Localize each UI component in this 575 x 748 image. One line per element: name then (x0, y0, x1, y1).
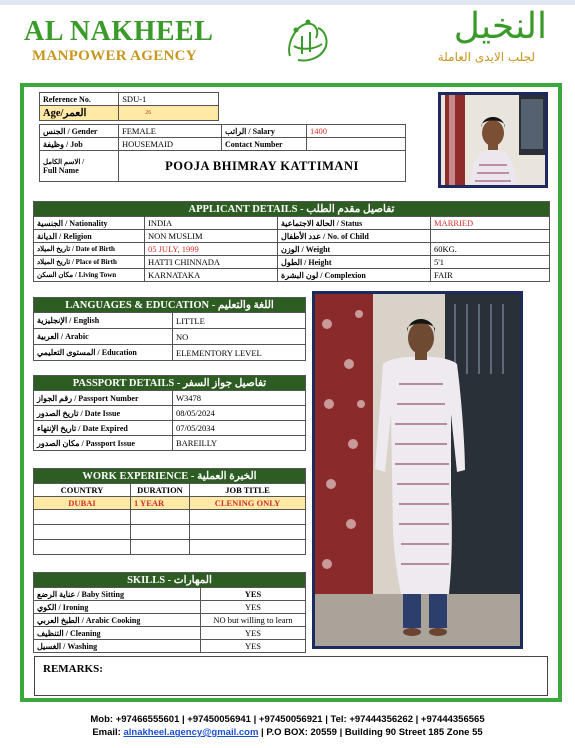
footer-contact-line: Mob: +97466555601 | +97450056941 | +97450056921 | Tel: +97444356262 | +97444356565 (90, 714, 485, 725)
expiry-date-label: تاريخ الإنتهاء / Date Expired (34, 421, 173, 436)
salary-value: 1400 (307, 125, 406, 138)
job-value: HOUSEMAID (119, 138, 222, 151)
table-row (34, 345, 306, 361)
table-row (34, 391, 306, 406)
complexion-value: FAIR (431, 269, 550, 282)
work-country: DUBAI (34, 497, 131, 510)
baby-sitting-label: عناية الرضع / Baby Sitting (34, 588, 201, 601)
english-value: LITTLE (173, 313, 306, 329)
ironing-value: YES (201, 601, 306, 614)
skills-header: SKILLS - المهارات (34, 573, 306, 588)
table-row (34, 230, 550, 243)
work-experience-header: WORK EXPERIENCE - الخبرة العملية (34, 469, 306, 484)
issue-date-value: 08/05/2024 (173, 406, 306, 421)
table-row (34, 243, 550, 256)
education-value: ELEMENTORY LEVEL (173, 345, 306, 361)
issue-place-label: مكان الصدور / Passport Issue (34, 436, 173, 451)
age-value: 26 (119, 106, 219, 121)
complexion-label: لون البشرة / Complexion (278, 269, 431, 282)
ironing-label: الكوي / Ironing (34, 601, 201, 614)
table-row (34, 421, 306, 436)
living-town-value: KARNATAKA (145, 269, 278, 282)
calligraphy-logo (278, 16, 336, 68)
fullname-value: POOJA BHIMRAY KATTIMANI (119, 151, 406, 182)
expiry-date-value: 07/05/2034 (173, 421, 306, 436)
pob-value: HATTI CHINNADA (145, 256, 278, 269)
brand-subtitle: MANPOWER AGENCY (32, 48, 197, 64)
pob-label: تاريخ الميلاد / Place of Birth (34, 256, 145, 269)
table-row (34, 217, 550, 230)
work-job-title: CLENING ONLY (190, 497, 306, 510)
footer-address: | P.O BOX: 20559 | Building 90 Street 185 Zone 55 (258, 727, 483, 738)
arabic-cooking-value: NO but willing to learn (201, 614, 306, 627)
remarks-label: REMARKS: (43, 663, 103, 675)
reference-age-table (39, 92, 219, 121)
table-row (34, 329, 306, 345)
table-row (34, 406, 306, 421)
email-link[interactable]: alnakheel.agency@gmail.com (123, 727, 259, 738)
religion-label: الديانة / Religion (34, 230, 145, 243)
weight-label: الوزن / Weight (278, 243, 431, 256)
salary-label: الراتب / Salary (222, 125, 307, 138)
table-row (34, 497, 306, 510)
height-value: 5'1 (431, 256, 550, 269)
arabic-brand-subtitle: لجلب الايدى العاملة (437, 50, 535, 64)
table-row (34, 256, 550, 269)
table-row (34, 269, 550, 282)
fullname-label-arabic: الاسم الكامل / (43, 157, 85, 166)
nationality-label: الجنسية / Nationality (34, 217, 145, 230)
arabic-cooking-label: الطبخ العربي / Arabic Cooking (34, 614, 201, 627)
arabic-label: العربية / Arabic (34, 329, 173, 345)
education-label: المستوى التعليمي / Education (34, 345, 173, 361)
dob-label: تاريخ الميلاد / Date of Birth (34, 243, 145, 256)
religion-value: NON MUSLIM (145, 230, 278, 243)
column-duration: DURATION (131, 484, 190, 497)
applicant-details-header: APPLICANT DETAILS - تفاصيل مقدم الطلب (34, 202, 550, 217)
table-row (34, 510, 306, 525)
table-row (34, 525, 306, 540)
issue-date-label: تاريخ الصدور / Date Issue (34, 406, 173, 421)
contact-value (307, 138, 406, 151)
height-label: الطول / Height (278, 256, 431, 269)
table-row (34, 436, 306, 451)
column-job-title: JOB TITLE (190, 484, 306, 497)
washing-value: YES (201, 640, 306, 653)
washing-label: الغسيل / Washing (34, 640, 201, 653)
dob-value: 05 JULY, 1999 (145, 243, 278, 256)
passport-table (33, 375, 306, 451)
languages-table (33, 297, 306, 361)
english-label: الإنجليزية / English (34, 313, 173, 329)
fullname-label-cell (40, 151, 119, 182)
nationality-value: INDIA (145, 217, 278, 230)
table-row (34, 627, 306, 640)
remarks-box (34, 656, 548, 696)
headshot-photo-frame (438, 92, 548, 188)
brand-name: AL NAKHEEL (24, 16, 214, 47)
reference-label: Reference No. (40, 93, 119, 106)
living-town-label: مكان السكن / Living Town (34, 269, 145, 282)
table-row (34, 540, 306, 555)
cleaning-label: التنظيف / Cleaning (34, 627, 201, 640)
full-body-photo-frame (312, 291, 523, 649)
full-body-photo (315, 294, 520, 646)
issue-place-value: BAREILLY (173, 436, 306, 451)
gender-value: FEMALE (119, 125, 222, 138)
job-info-table (39, 124, 406, 182)
work-duration: 1 YEAR (131, 497, 190, 510)
baby-sitting-value: YES (201, 588, 306, 601)
footer-email-label: Email: (92, 727, 124, 738)
headshot-photo (441, 95, 545, 185)
skills-table (33, 572, 306, 653)
passport-number-label: رقم الجواز / Passport Number (34, 391, 173, 406)
children-label: عدد الأطفال / No. of Child (278, 230, 431, 243)
children-value (431, 230, 550, 243)
passport-number-value: W3478 (173, 391, 306, 406)
work-experience-table (33, 468, 306, 555)
passport-header: PASSPORT DETAILS - تفاصيل جواز السفر (34, 376, 306, 391)
gender-label: الجنس / Gender (40, 125, 119, 138)
table-row (34, 640, 306, 653)
applicant-details-table (33, 201, 550, 282)
arabic-brand-title: النخيل (453, 6, 547, 47)
top-strip (0, 0, 575, 5)
cleaning-value: YES (201, 627, 306, 640)
contact-label: Contact Number (222, 138, 307, 151)
languages-header: LANGUAGES & EDUCATION - اللغة والتعليم (34, 298, 306, 313)
arabic-value: NO (173, 329, 306, 345)
table-row (34, 601, 306, 614)
weight-value: 60KG. (431, 243, 550, 256)
status-value: MARRIED (431, 217, 550, 230)
footer-address-line (0, 727, 575, 738)
fullname-label: Full Name (43, 165, 79, 175)
job-label: وظيفة / Job (40, 138, 119, 151)
status-label: الحالة الاجتماعية / Status (278, 217, 431, 230)
column-country: COUNTRY (34, 484, 131, 497)
table-row (34, 588, 306, 601)
age-label: Age/العمر (40, 106, 119, 121)
table-row (34, 614, 306, 627)
reference-value: SDU-1 (119, 93, 219, 106)
table-row (34, 313, 306, 329)
